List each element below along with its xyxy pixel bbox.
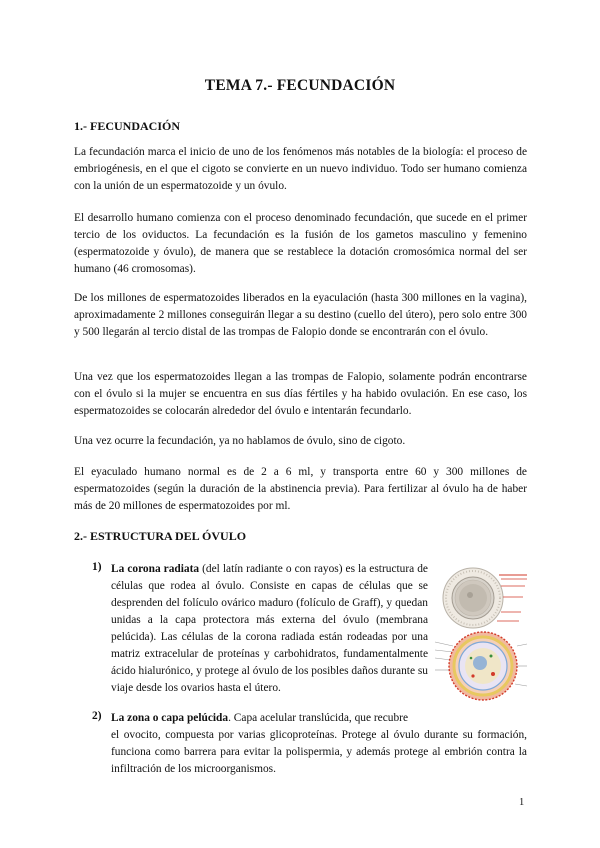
ovum-schematic-image [435,632,527,700]
list-item-corona-radiata [111,561,428,697]
ovum-diagram-figure [433,566,528,702]
list-number: 1) [92,561,102,573]
paragraph: El desarrollo humano comienza con el proceso denominado fecundación, que sucede en el primer tercio de los oviductos. La fecundación es la fusión de los gametos masculino y femenino (espermatozoide y óvulo), de manera que se restablece la dotación cromosómica normal del ser humano (46 cromosomas). [74,212,527,275]
term: La corona radiata [111,563,200,575]
page-number: 1 [519,797,525,808]
paragraph: El eyaculado humano normal es de 2 a 6 ml, y transporta entre 60 y 300 millones de espermatozoides (según la duración de la abstinencia previa). Para fertilizar al óvulo ha de haber más de 20 millones de espermatozoides por ml. [74,466,527,512]
paragraph: De los millones de espermatozoides liberados en la eyaculación (hasta 300 millones en la vagina), aproximadamente 2 millones conseguirán llegar a su destino (cuello del útero), pero solo entre 300 y 500 llegarán al tercio distal de las trompas de Falopio donde se encontrarán con el óvulo. [74,292,527,338]
term-description: . Capa acelular translúcida, que recubre [228,712,409,724]
section-heading-estructura-ovulo: 2.- ESTRUCTURA DEL ÓVULO [74,529,247,543]
list-item-zona-pelucida [111,710,527,727]
paragraph: Una vez ocurre la fecundación, ya no hablamos de óvulo, sino de cigoto. [74,435,406,447]
paragraph: Una vez que los espermatozoides llegan a las trompas de Falopio, solamente podrán encontrarse con el óvulo si la mujer se encuentra en sus días fértiles y ha habido ovulación. En ese caso, los espermatozoides se colocarán alrededor del óvulo e intentarán fecundarlo. [74,371,527,417]
list-number: 2) [92,710,102,722]
list-item-continuation: el ovocito, compuesta por varias glicoproteínas. Protege al óvulo durante su formación, funciona como barrera para evitar la polispermia, y además protege al embrión contra la infiltración de los microorganismos. [111,729,527,775]
section-heading-fecundacion: 1.- FECUNDACIÓN [74,119,180,133]
term: La zona o capa pelúcida [111,712,229,724]
page-title: TEMA 7.- FECUNDACIÓN [204,77,396,94]
term-description: (del latín radiante o con rayos) es la estructura de células que rodea al óvulo. Consiste en capas de células que se desprenden del folículo ovárico maduro (folículo de Graff), y quedan unidas a la capa protectora más externa del óvulo (membrana pelúcida). Las células de la corona radiada están rodeadas por una matriz extracelular de proteínas y carbohidratos, fundamentalmente ácido hialurónico, y protege al óvulo de los posibles daños durante su viaje desde los ovarios hasta el útero. [111,563,428,694]
paragraph: La fecundación marca el inicio de uno de los fenómenos más notables de la biología: el proceso de embriogénesis, en el que el cigoto se convierte en un nuevo individuo. Todo ser humano comienza con la unión de un espermatozoide y un óvulo. [74,146,527,192]
oocyte-micrograph-image [443,568,527,628]
